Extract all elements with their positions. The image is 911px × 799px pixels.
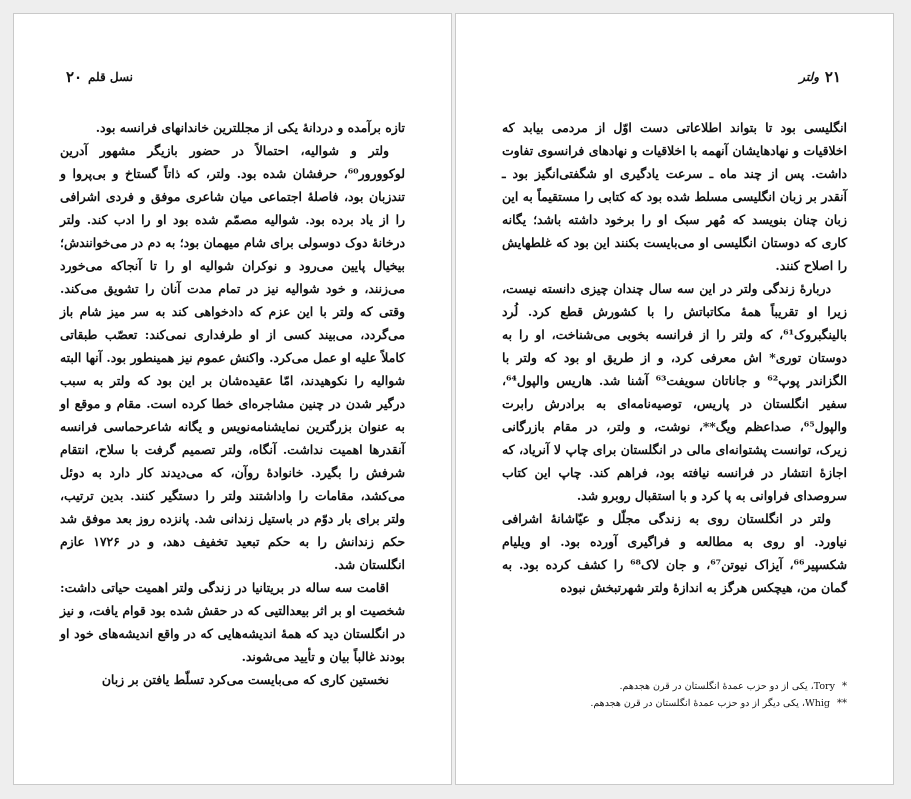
footnote xyxy=(502,678,847,695)
right-page xyxy=(455,13,894,785)
footnote-text: Tory، یکی از دو حزب عمدهٔ انگلستان در قرن هجدهم. xyxy=(619,681,835,692)
footnotes xyxy=(502,678,847,712)
left-page-number: ۲۰ xyxy=(66,68,83,86)
left-page-body xyxy=(60,116,405,691)
paragraph: نخستین کاری که می‌بایست می‌کرد تسلّط یافتن بر زبان xyxy=(101,672,389,687)
left-page xyxy=(13,13,452,785)
paragraph: ولتر در انگلستان روی به زندگی مجلّل و عیّاشانهٔ اشرافی نیاورد. او روی به مطالعه و فراگیری آورده بود. او ویلیام شکسپیر⁶⁶، آیزاک نیوتن⁶⁷، و جان لاک⁶⁸ را کشف کرده بود. به گمان من، هیچکس هرگز به اندازهٔ ولتر شهرتبخش نبوده xyxy=(502,511,847,595)
footnote-marker: ** xyxy=(837,698,847,709)
right-running-title: ولتر xyxy=(799,70,819,84)
footnote-text: Whig، یکی دیگر از دو حزب عمدهٔ انگلستان در قرن هجدهم. xyxy=(590,698,830,709)
paragraph: دربارهٔ زندگی ولتر در این سه سال چندان چیزی دانسته نیست، زیرا او تقریباً همهٔ مکاتباتش را با کشورش قطع کرد. لُرد بالینگبروک⁶¹، که ولتر را از فرانسه بخوبی می‌شناخت، او را به دوستان توری* اش معرفی کرد، و از طریق او بود که ولتر با الگزاندر پوپ⁶² و جاناتان سویفت⁶³ آشنا شد. هاریس والپول⁶⁴، سفیر انگلستان در پاریس، توصیه‌نامه‌ای به برادرش رابرت والپول⁶⁵، صداعظم ویگ**، نوشت، و ولتر، در مقام بازرگانی زیرک، توانست پشتوانه‌ای مالی در انگلستان برای چاپ لا آنریاد، که اجازهٔ انتشار در فرانسه نیافته بود، فراهم کند. چاپ این کتاب سروصدای فراوانی به پا کرد و با استقبال روبرو شد. xyxy=(502,281,847,503)
paragraph: اقامت سه ساله در بریتانیا در زندگی ولتر اهمیت حیاتی داشت: شخصیت او بر اثر بیعدالتیی که در حقش شده بود قوام یافت، و نیز در انگلستان دید که همهٔ اندیشه‌هایی که در واقع اندیشه‌های خود او بودند غالباً بیان و تأیید می‌شوند. xyxy=(60,580,405,664)
left-running-title: نسل قلم xyxy=(88,70,134,84)
right-page-header xyxy=(508,70,841,92)
footnote xyxy=(502,695,847,712)
left-page-header xyxy=(66,70,399,92)
paragraph: انگلیسی بود تا بتواند اطلاعاتی دست اوّل از مردمی بیابد که اخلاقیات و نهادهایشان آنهمه با اخلاقیات و نهادهای فرانسوی تفاوت داشت. پس از چند ماه ـ سرعت یادگیری او شگفتی‌انگیز بود ـ آنقدر بر زبان انگلیسی مسلط شده بود که کتابی را مستقیماً به این زبان چنان بنویسد که مُهر سبک او را برخود داشته باشد؛ یگانه کاری که دوستان انگلیسی او می‌بایست بکنند این بود که غلطهایش را اصلاح کنند. xyxy=(502,120,847,273)
paragraph: ولتر و شوالیه، احتمالاً در حضور بازیگر مشهور آدرین لوکوورور⁶⁰، حرفشان شده بود. ولتر، که ذاتاً گستاخ و بی‌پروا و تندزبان بود، فاصلهٔ اجتماعی میان شاعری موفق و فردی اشرافی را از یاد برده بود. شوالیه مصمّم شده بود او را ادب کند. ولتر درخانهٔ دوک دوسولی برای شام میهمان بود؛ به دم در می‌خوانندش؛ بیخیال پایین می‌رود و نوکران شوالیه او را تا آنجاکه می‌خورد می‌زنند، و خود شوالیه نیز در تمام مدت آنان را تشویق می‌کند. وقتی که ولتر با این عزم که دادخواهی کند به سر میز شام باز می‌گردد، می‌بیند کسی از او طرفداری نمی‌کند: تعصّب طبقاتی کاملاً علیه او عمل می‌کرد. واکنش عموم نیز همینطور بود. آنها البته شوالیه را نکوهیدند، امّا عقیده‌شان بر این بود که ولتر به سبب درگیر شدن در چنین مشاجره‌ای خطا کرده است. مقام و موقع او به عنوان بزرگترین نمایشنامه‌نویس و یگانه شاعرحماسی فرانسه آنقدرها اهمیت نداشت. آنگاه، ولتر تصمیم گرفت با سلاح، انتقام شرفش را بگیرد. خانوادهٔ روآن، که می‌دیدند کار دارد به دوئل می‌کشد، مقامات را واداشتند ولتر را دستگیر کنند. بدین ترتیب، ولتر برای بار دوّم در باستیل زندانی شد. پانزده روز بعد موفق شد حکم زندانش را به حکم تبعید تخفیف دهد، و در ۱۷۲۶ عازم انگلستان شد. xyxy=(60,143,405,572)
footnote-marker: * xyxy=(842,681,847,692)
paragraph: تازه برآمده و دردانهٔ یکی از مجللترین خاندانهای فرانسه بود. xyxy=(95,120,405,135)
right-page-body xyxy=(502,116,847,599)
right-page-number: ۲۱ xyxy=(824,68,841,86)
